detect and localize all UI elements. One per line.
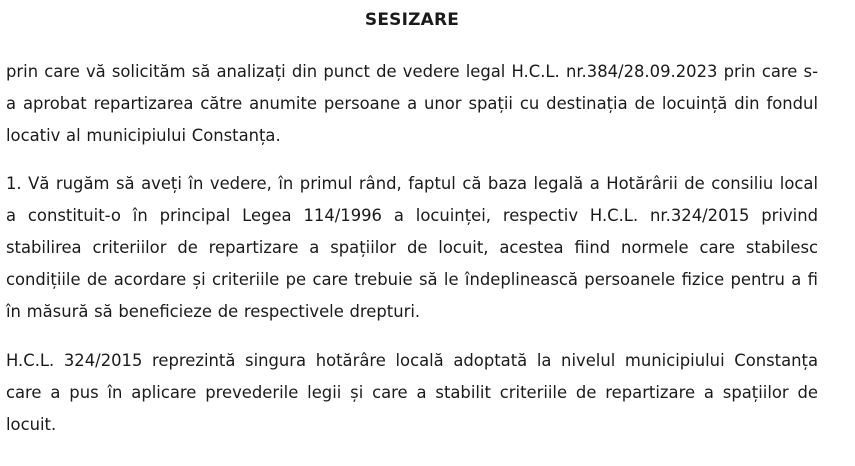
document-page — [6, 0, 818, 441]
paragraph-hcl-324: H.C.L. 324/2015 reprezintă singura hotărâre locală adoptată la nivelul municipiului Constanța care a pus în aplicare prevederile legii și care a stabilit criteriile de repartizare a spațiilor de locuit. — [6, 351, 818, 434]
document-title: SESIZARE — [364, 10, 460, 30]
paragraph-request: prin care vă solicităm să analizați din punct de vedere legal H.C.L. nr.384/28.09.2023 prin care s-a aprobat repartizarea către anumite persoane a unor spații cu destinația de locuință din fondul locativ al municipiului Constanța. — [6, 62, 818, 145]
paragraph-legal-basis: 1. Vă rugăm să aveți în vedere, în primul rând, faptul că baza legală a Hotărârii de consiliu local a constituit-o în principal Legea 114/1996 a locuinței, respectiv H.C.L. nr.324/2015 privind stabilirea criteriilor de repartizare a spațiilor de locuit, acestea fiind normele care stabilesc condițiile de acordare și criteriile pe care trebuie să le îndeplinească persoanele fizice pentru a fi în măsură să beneficieze de respectivele drepturi. — [6, 174, 818, 321]
